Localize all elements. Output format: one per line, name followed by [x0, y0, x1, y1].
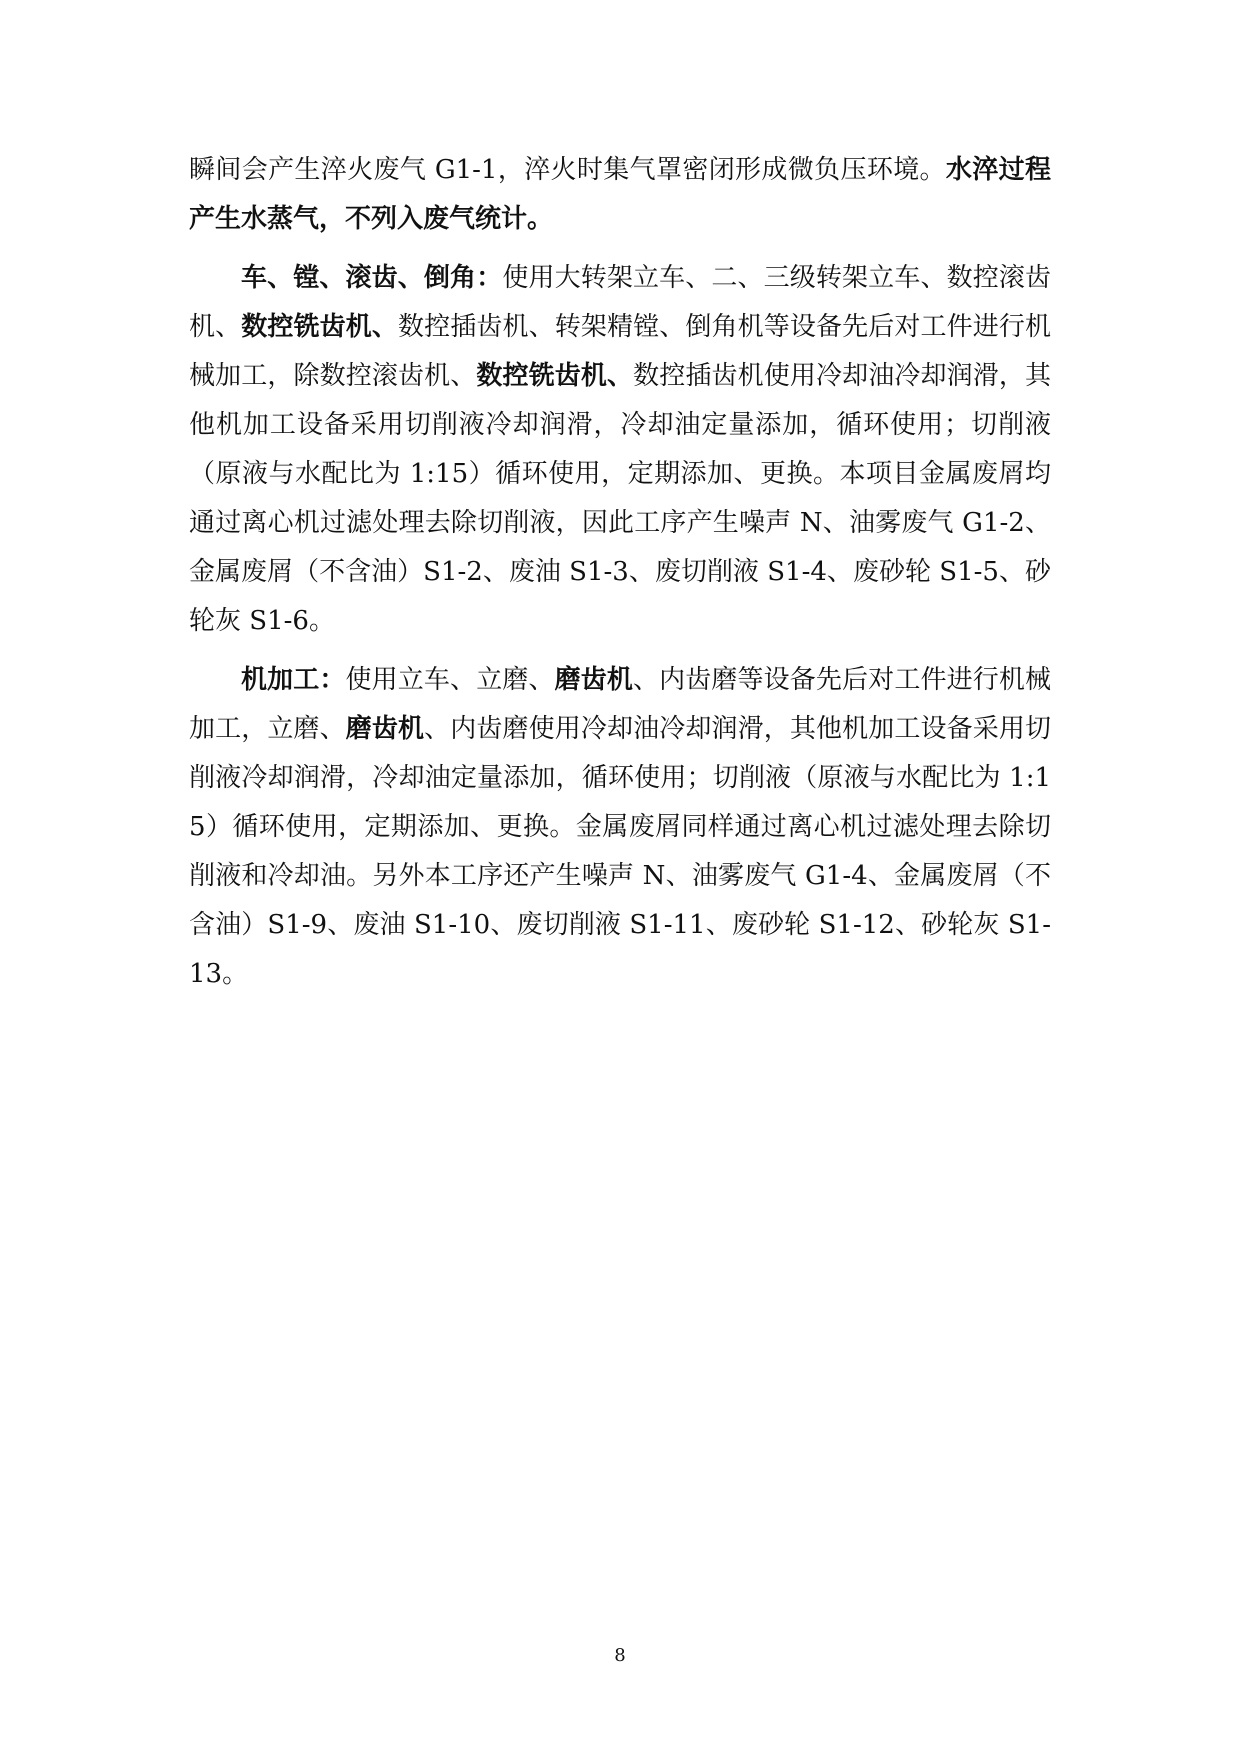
- text-segment: 瞬间会产生淬火废气 G1-1，淬火时集气罩密闭形成微负压环境。: [189, 155, 946, 185]
- bold-text-segment: 数控铣齿机、: [476, 361, 634, 391]
- text-segment: 、内齿磨使用冷却油冷却润滑，其他机加工设备采用切削液冷却润滑，冷却油定量添加，循环使用；切削液（原液与水配比为 1:15）循环使用，定期添加、更换。金属废屑同样通过离心机过滤处理去除切削液和冷却油。另外本工序还产生噪声 N、油雾废气 G1-4、金属废屑（不含油）S1-9、废油 S1-10、废切削液 S1-11、废砂轮 S1-12、砂轮灰 S1-13。: [189, 714, 1051, 989]
- bold-text-segment: 机加工：: [241, 665, 346, 695]
- bold-text-segment: 磨齿机: [345, 714, 425, 744]
- text-segment: 使用立车、立磨、: [345, 665, 555, 695]
- paragraph-quench-gas: [189, 146, 1051, 244]
- document-body: [189, 146, 1051, 999]
- paragraph-machining: [189, 656, 1051, 999]
- text-segment: 使用大转架立车、二、三级转架立车、数控滚齿机、: [189, 263, 1051, 342]
- text-segment: 、内齿磨等设备先后对工件进行机械加工，立磨、: [189, 665, 1051, 744]
- bold-text-segment: 磨齿机: [554, 665, 633, 695]
- bold-text-segment: 数控铣齿机、: [241, 312, 398, 342]
- bold-text-segment: 水淬过程产生水蒸气，不列入废气统计。: [189, 155, 1051, 234]
- bold-text-segment: 车、镗、滚齿、倒角：: [241, 263, 503, 293]
- text-segment: 数控插齿机、转架精镗、倒角机等设备先后对工件进行机械加工，除数控滚齿机、: [189, 312, 1051, 391]
- text-segment: 数控插齿机使用冷却油冷却润滑，其他机加工设备采用切削液冷却润滑，冷却油定量添加，循环使用；切削液（原液与水配比为 1:15）循环使用，定期添加、更换。本项目金属废屑均通过离心机过滤处理去除切削液，因此工序产生噪声 N、油雾废气 G1-2、金属废屑（不含油）S1-2、废油 S1-3、废切削液 S1-4、废砂轮 S1-5、砂轮灰 S1-6。: [189, 361, 1051, 636]
- page-number: 8: [614, 1645, 626, 1666]
- paragraph-turning-boring-hobbing: [189, 254, 1051, 646]
